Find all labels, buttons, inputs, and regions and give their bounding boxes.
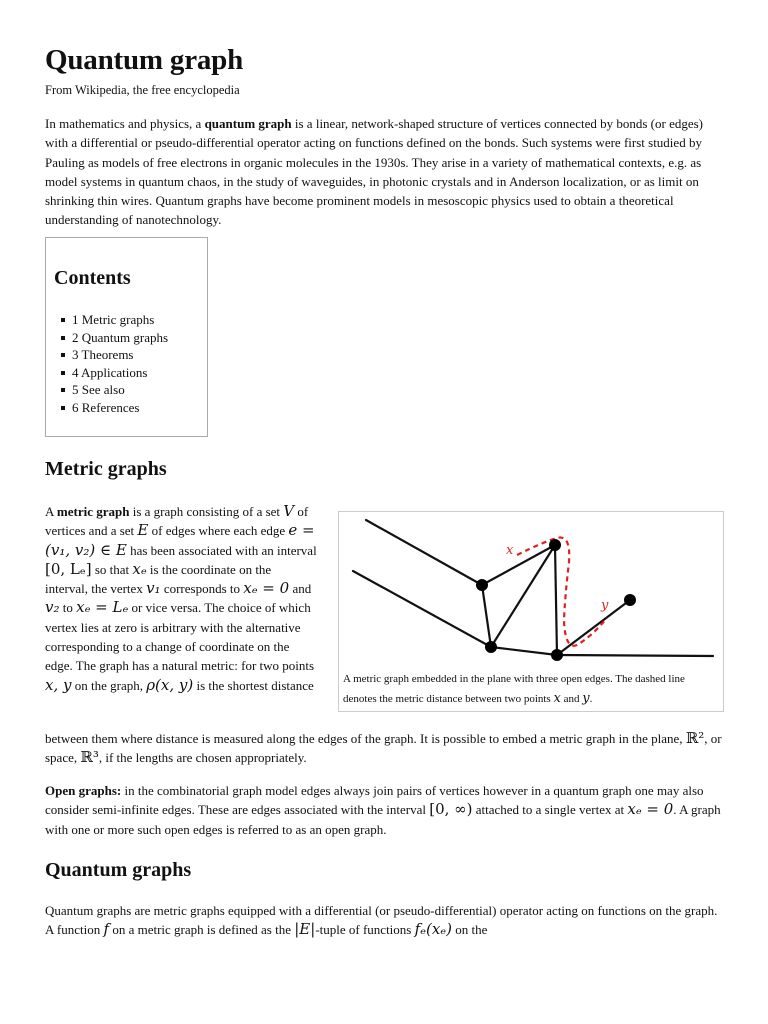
toc-title: Contents (54, 267, 131, 289)
math-edge: e = (v₁, v₂) ∈ E (45, 521, 315, 559)
open-edge-3 (557, 655, 713, 656)
math-open-xe0: xₑ = 0 (627, 800, 674, 819)
math-R2: ℝ² (685, 729, 705, 747)
edge-v2-v4 (555, 545, 557, 655)
edge-v1-v2 (482, 545, 555, 585)
math-R3: ℝ³ (80, 748, 99, 767)
edge-v3-v4 (491, 647, 557, 655)
vertex-2 (549, 539, 561, 551)
toc-item-theorems[interactable]: 3 Theorems (72, 346, 168, 364)
math-xy: x, y (45, 675, 72, 694)
vertex-4 (551, 649, 563, 661)
vertex-5 (624, 594, 636, 606)
math-interval: [0, Lₑ] (45, 559, 92, 578)
table-of-contents (45, 237, 208, 437)
edge-v1-v3 (482, 585, 491, 647)
math-xe: xₑ (132, 559, 147, 578)
metric-graph-figure (338, 511, 724, 712)
math-rho: ρ(x, y) (146, 675, 194, 694)
edge-v3-v2 (491, 545, 555, 647)
vertex-1 (476, 579, 488, 591)
edge-v4-v5 (557, 600, 630, 655)
math-f: f (103, 920, 110, 939)
open-edge-1 (366, 520, 482, 585)
metric-graphs-paragraph: A metric graph is a graph consisting of a set V of vertices and a set E of edges where each edge e = (v₁, v₂) ∈ E has been associated with an interval [0, Lₑ] so that xₑ is the coordinate on the interval, the vertex v₁ corresponds to xₑ = 0 and v₂ to xₑ = Lₑ or vice versa. The choice of which vertex lies at zero is arbitrary with the alternative corresponding to a change of coordinate on the edge. The graph has a natural metric: for two points x, y on the graph, ρ(x, y) is the shortest distance (45, 502, 317, 694)
metric-distance-path (517, 538, 607, 646)
intro-paragraph: In mathematics and physics, a quantum graph is a linear, network-shaped structure of vertices connected by bonds (or edges) with a differential or pseudo-differential operator acting on functions defined on the bonds. Such systems were first studied by Pauling as models of free electrons in organic molecules in the 1930s. They arise in a variety of mathematical contexts, e.g. as model systems in quantum chaos, in the study of waveguides, in photonic crystals and in Anderson localization, or as limit on shrinking thin wires. Quantum graphs have become prominent models in mesoscopic physics used to obtain a theoretical understanding of nanotechnology. (45, 116, 704, 228)
metric-graph-diagram (339, 512, 725, 672)
math-V: V (283, 502, 295, 520)
quantum-graphs-paragraph: Quantum graphs are metric graphs equipped with a differential (or pseudo-differential) operator acting on functions on the graph. A function f on a metric graph is defined as the |E|-tuple of functions fₑ(xₑ) on the (45, 903, 718, 939)
label-y: y (601, 598, 609, 613)
metric-graphs-paragraph-continued: between them where distance is measured along the edges of the graph. It is possible to embed a metric graph in the plane, ℝ², or space, ℝ³, if the lengths are chosen appropriately. (45, 729, 722, 767)
label-x: x (506, 543, 514, 558)
vertex-3 (485, 641, 497, 653)
toc-item-applications[interactable]: 4 Applications (72, 364, 168, 382)
toc-item-references[interactable]: 6 References (72, 399, 168, 417)
math-v1: v₁ (146, 579, 161, 598)
math-open-interval: [0, ∞) (429, 800, 473, 819)
toc-item-quantum-graphs[interactable]: 2 Quantum graphs (72, 329, 169, 345)
toc-item-see-also[interactable]: 5 See also (72, 381, 168, 399)
figure-caption: A metric graph embedded in the plane with three open edges. The dashed line denotes the metric distance between two points x and y. (343, 673, 685, 706)
toc-item-metric-graphs[interactable]: 1 Metric graphs (72, 311, 168, 329)
toc-list (72, 311, 168, 417)
math-absE: |E| (294, 920, 316, 939)
open-edge-2 (353, 571, 491, 647)
page-title: Quantum graph (45, 44, 244, 76)
open-graphs-paragraph: Open graphs: in the combinatorial graph model edges always join pairs of vertices however in a quantum graph one may also consider semi-infinite edges. These are edges associated with the interval [0, ∞) attached to a single vertex at xₑ = 0. A graph with one or more such open edges is referred to as an open graph. (45, 783, 721, 837)
section-heading-metric-graphs: Metric graphs (45, 458, 167, 480)
math-xe0: xₑ = 0 (243, 579, 290, 598)
math-fe: fₑ(xₑ) (414, 920, 452, 939)
math-v2: v₂ (45, 598, 60, 617)
math-xeL: xₑ = Lₑ (76, 598, 129, 617)
section-heading-quantum-graphs: Quantum graphs (45, 859, 192, 881)
math-E: E (137, 521, 149, 540)
page-tagline: From Wikipedia, the free encyclopedia (45, 83, 240, 97)
